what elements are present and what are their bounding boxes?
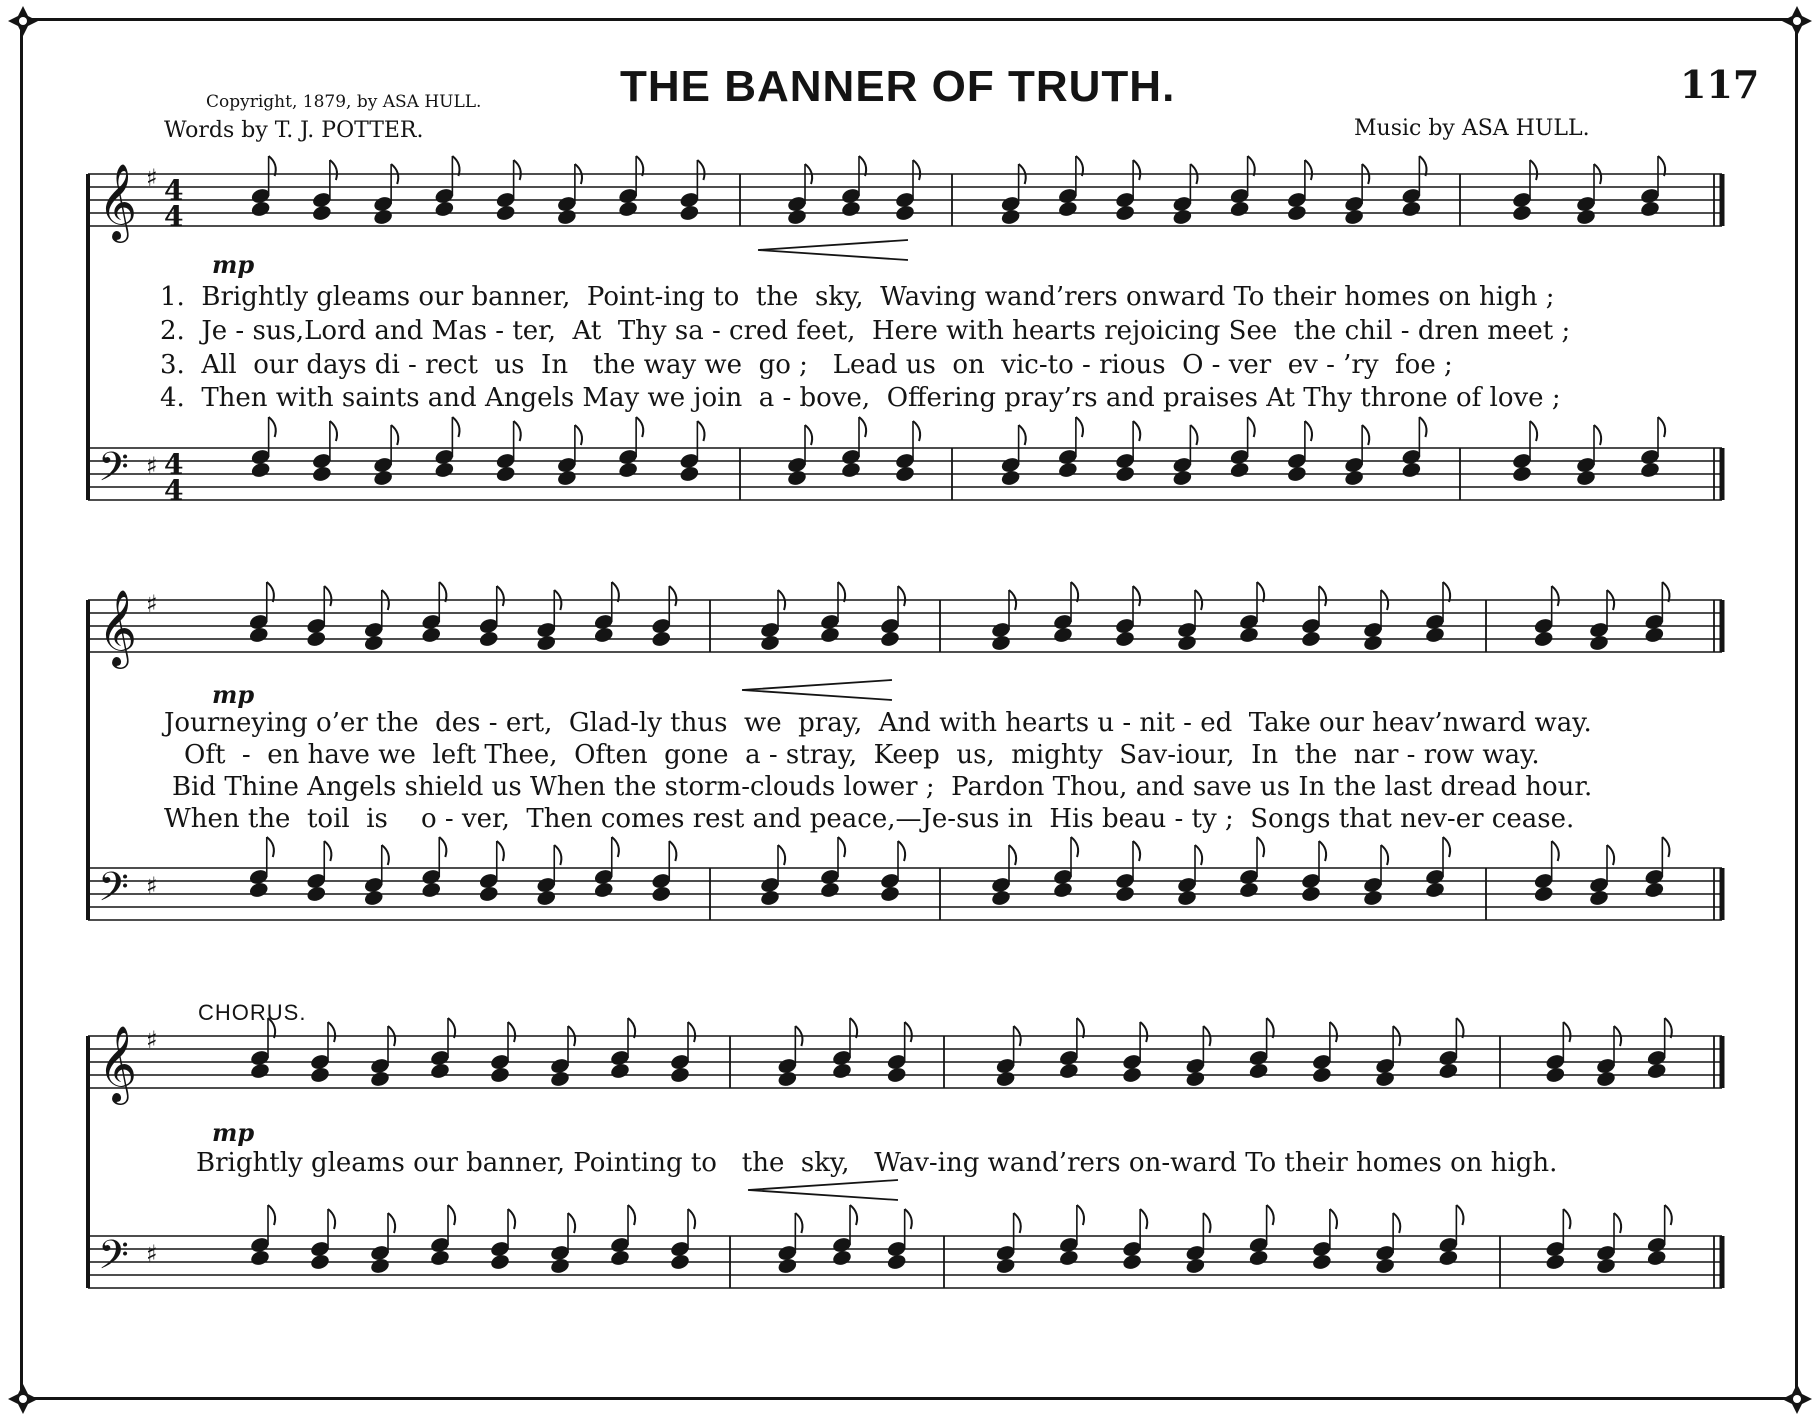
note-head — [819, 626, 840, 644]
note-flag — [1257, 582, 1264, 602]
note-flag — [1552, 586, 1559, 606]
note-head — [679, 204, 700, 222]
note-head — [372, 208, 393, 226]
note-head — [1575, 469, 1596, 487]
note-head — [1248, 1249, 1269, 1267]
note-flag — [612, 582, 619, 602]
note-flag — [330, 421, 337, 441]
note-head — [786, 469, 807, 487]
note-head — [1176, 889, 1197, 907]
note-head — [651, 885, 672, 903]
note-flag — [913, 160, 920, 180]
note-head — [434, 200, 455, 218]
note-head — [549, 1070, 570, 1088]
note-head — [1229, 461, 1250, 479]
dynamic-marking: mp — [212, 250, 255, 279]
note-flag — [1267, 1018, 1274, 1038]
note-head — [1286, 465, 1307, 483]
note-flag — [324, 841, 331, 861]
note-flag — [269, 156, 276, 176]
note-head — [249, 1062, 270, 1080]
note-flag — [1419, 156, 1426, 176]
note-head — [1646, 1249, 1667, 1267]
note-head — [1362, 889, 1383, 907]
note-flag — [1076, 156, 1083, 176]
note-head — [879, 885, 900, 903]
note-head — [759, 889, 780, 907]
note-flag — [669, 841, 676, 861]
sharp-icon: ♯ — [146, 164, 158, 192]
note-head — [1401, 461, 1422, 479]
note-head — [306, 630, 327, 648]
note-head — [363, 889, 384, 907]
note-flag — [1305, 421, 1312, 441]
note-head — [1114, 885, 1135, 903]
note-flag — [628, 1018, 635, 1038]
note-flag — [514, 160, 521, 180]
note-flag — [697, 421, 704, 441]
note-flag — [898, 586, 905, 606]
verse-line: Oft - en have we left Thee, Often gone a - stray, Keep us, mighty Sav-iour, In the nar - row way. — [184, 740, 1540, 770]
note-head — [421, 626, 442, 644]
note-flag — [452, 156, 459, 176]
note-flag — [514, 421, 521, 441]
note-flag — [1443, 582, 1450, 602]
time-signature: 4 — [164, 200, 184, 233]
note-head — [1172, 469, 1193, 487]
note-flag — [330, 160, 337, 180]
note-head — [819, 881, 840, 899]
music-credit: Music by ASA HULL. — [1354, 116, 1590, 141]
words-credit: Words by T. J. POTTER. — [164, 118, 424, 143]
note-head — [369, 1257, 390, 1275]
note-head — [429, 1062, 450, 1080]
note-flag — [1319, 841, 1326, 861]
note-flag — [1665, 1205, 1672, 1225]
note-flag — [628, 1205, 635, 1225]
note-flag — [439, 837, 446, 857]
time-signature: 4 — [164, 474, 184, 507]
note-head — [1311, 1066, 1332, 1084]
note-flag — [1305, 160, 1312, 180]
note-head — [1057, 200, 1078, 218]
note-flag — [1362, 425, 1369, 445]
note-head — [250, 200, 271, 218]
note-flag — [1077, 1018, 1084, 1038]
note-head — [831, 1062, 852, 1080]
note-head — [593, 626, 614, 644]
note-flag — [795, 1213, 802, 1233]
note-head — [894, 465, 915, 483]
note-flag — [439, 582, 446, 602]
note-head — [879, 630, 900, 648]
note-flag — [269, 417, 276, 437]
note-head — [1438, 1062, 1459, 1080]
note-flag — [1009, 845, 1016, 865]
note-head — [1114, 630, 1135, 648]
dynamic-marking: mp — [212, 1118, 255, 1147]
note-head — [478, 885, 499, 903]
note-head — [759, 634, 780, 652]
note-flag — [636, 417, 643, 437]
note-head — [1300, 630, 1321, 648]
note-flag — [568, 1213, 575, 1233]
note-flag — [1456, 1205, 1463, 1225]
note-flag — [1248, 417, 1255, 437]
note-head — [478, 630, 499, 648]
note-head — [248, 626, 269, 644]
note-head — [886, 1066, 907, 1084]
note-head — [489, 1066, 510, 1084]
bass-clef-icon: 𝄢 — [98, 444, 129, 500]
note-flag — [838, 837, 845, 857]
note-flag — [913, 421, 920, 441]
note-head — [556, 208, 577, 226]
note-flag — [697, 160, 704, 180]
note-head — [1438, 1249, 1459, 1267]
time-signature: 4 — [164, 174, 184, 207]
note-flag — [1662, 837, 1669, 857]
bass-clef-icon: 𝄢 — [98, 864, 129, 920]
note-flag — [324, 586, 331, 606]
note-flag — [1267, 1205, 1274, 1225]
verse-line: Bid Thine Angels shield us When the storm-clouds lower ; Pardon Thou, and save us In the last dread hour. — [172, 772, 1593, 802]
note-flag — [688, 1022, 695, 1042]
note-flag — [452, 417, 459, 437]
note-flag — [1665, 1018, 1672, 1038]
note-flag — [575, 425, 582, 445]
note-head — [990, 889, 1011, 907]
note-flag — [497, 586, 504, 606]
note-flag — [1563, 1022, 1570, 1042]
note-head — [1595, 1070, 1616, 1088]
note-flag — [905, 1209, 912, 1229]
sharp-icon: ♯ — [146, 1026, 158, 1054]
note-flag — [850, 1205, 857, 1225]
sharp-icon: ♯ — [146, 452, 158, 480]
note-head — [1286, 204, 1307, 222]
note-flag — [1662, 582, 1669, 602]
note-flag — [1330, 1209, 1337, 1229]
note-head — [1311, 1253, 1332, 1271]
note-flag — [1133, 421, 1140, 441]
note-head — [536, 634, 557, 652]
note-head — [1000, 208, 1021, 226]
verse-line: 1. Brightly gleams our banner, Point-ing to the sky, Waving wand’rers onward To their homes on high ; — [160, 282, 1555, 312]
note-head — [250, 461, 271, 479]
note-head — [990, 634, 1011, 652]
note-head — [840, 200, 861, 218]
note-head — [363, 634, 384, 652]
note-head — [1052, 881, 1073, 899]
note-head — [309, 1253, 330, 1271]
page-number: 117 — [1680, 62, 1760, 107]
note-head — [831, 1249, 852, 1267]
note-flag — [382, 845, 389, 865]
note-flag — [688, 1209, 695, 1229]
crescendo-hairpin — [758, 240, 908, 260]
note-head — [311, 204, 332, 222]
note-flag — [1076, 417, 1083, 437]
note-head — [1300, 885, 1321, 903]
note-head — [679, 465, 700, 483]
note-head — [1374, 1257, 1395, 1275]
note-flag — [267, 582, 274, 602]
note-head — [1533, 885, 1554, 903]
note-head — [1238, 626, 1259, 644]
note-flag — [268, 1205, 275, 1225]
note-head — [1511, 204, 1532, 222]
note-flag — [267, 837, 274, 857]
note-flag — [1133, 841, 1140, 861]
note-head — [556, 469, 577, 487]
crescendo-hairpin — [748, 1180, 898, 1200]
note-flag — [388, 1213, 395, 1233]
note-head — [840, 461, 861, 479]
note-flag — [1658, 417, 1665, 437]
note-flag — [859, 417, 866, 437]
note-flag — [508, 1209, 515, 1229]
note-flag — [391, 425, 398, 445]
note-head — [609, 1062, 630, 1080]
verse-line: 4. Then with saints and Angels May we join a - bove, Offering pray’rs and praises At Thy throne of love ; — [160, 383, 1561, 413]
chorus-lyric: Brightly gleams our banner, Pointing to the sky, Wav-ing wand’rers on-ward To their homes on high. — [196, 1148, 1558, 1178]
note-head — [669, 1066, 690, 1084]
note-head — [1343, 469, 1364, 487]
note-flag — [1443, 837, 1450, 857]
note-head — [495, 465, 516, 483]
note-flag — [1071, 837, 1078, 857]
note-head — [1172, 208, 1193, 226]
note-head — [1588, 889, 1609, 907]
note-head — [1424, 881, 1445, 899]
note-head — [1000, 469, 1021, 487]
note-flag — [1552, 841, 1559, 861]
note-head — [777, 1070, 798, 1088]
note-head — [372, 469, 393, 487]
note-flag — [1530, 160, 1537, 180]
note-head — [1545, 1253, 1566, 1271]
note-flag — [1195, 845, 1202, 865]
copyright-notice: Copyright, 1879, by ASA HULL. — [206, 92, 482, 112]
verse-line: 3. All our days di - rect us In the way we go ; Lead us on vic-to - rious O - ver ev - ’ry foe ; — [160, 350, 1453, 380]
note-head — [669, 1253, 690, 1271]
note-head — [1595, 1257, 1616, 1275]
note-flag — [1140, 1022, 1147, 1042]
note-head — [617, 461, 638, 479]
note-flag — [1019, 425, 1026, 445]
time-signature: 4 — [164, 448, 184, 481]
note-head — [306, 885, 327, 903]
note-head — [1401, 200, 1422, 218]
note-flag — [1140, 1209, 1147, 1229]
note-flag — [1203, 1213, 1210, 1233]
note-head — [1588, 634, 1609, 652]
note-flag — [905, 1022, 912, 1042]
note-head — [311, 465, 332, 483]
note-flag — [859, 156, 866, 176]
note-head — [1238, 881, 1259, 899]
note-head — [1545, 1066, 1566, 1084]
verse-line: 2. Je - sus,Lord and Mas - ter, At Thy sa - cred feet, Here with hearts rejoicing See the chil - dren meet ; — [160, 316, 1571, 346]
note-head — [1248, 1062, 1269, 1080]
note-head — [1646, 1062, 1667, 1080]
note-head — [1052, 626, 1073, 644]
note-head — [1121, 1066, 1142, 1084]
dynamic-marking: mp — [212, 680, 255, 709]
note-head — [1639, 461, 1660, 479]
note-flag — [1658, 156, 1665, 176]
note-flag — [1614, 1213, 1621, 1233]
note-head — [1575, 208, 1596, 226]
note-flag — [1563, 1209, 1570, 1229]
note-flag — [898, 841, 905, 861]
note-head — [1533, 630, 1554, 648]
note-head — [1176, 634, 1197, 652]
note-flag — [1133, 160, 1140, 180]
note-head — [1644, 881, 1665, 899]
note-head — [536, 889, 557, 907]
note-flag — [1607, 845, 1614, 865]
note-flag — [1393, 1213, 1400, 1233]
sharp-icon: ♯ — [146, 872, 158, 900]
note-flag — [508, 1022, 515, 1042]
note-flag — [1419, 417, 1426, 437]
note-flag — [328, 1022, 335, 1042]
note-flag — [778, 845, 785, 865]
note-head — [1121, 1253, 1142, 1271]
note-head — [1057, 461, 1078, 479]
note-head — [1114, 204, 1135, 222]
note-head — [495, 204, 516, 222]
note-head — [894, 204, 915, 222]
note-head — [309, 1066, 330, 1084]
note-head — [995, 1257, 1016, 1275]
note-flag — [1530, 421, 1537, 441]
note-head — [249, 1249, 270, 1267]
chorus-label: CHORUS. — [198, 1000, 307, 1025]
note-head — [1374, 1070, 1395, 1088]
note-head — [1424, 626, 1445, 644]
note-head — [369, 1070, 390, 1088]
note-flag — [612, 837, 619, 857]
note-head — [549, 1257, 570, 1275]
crescendo-hairpin — [742, 680, 892, 700]
sharp-icon: ♯ — [146, 590, 158, 618]
note-flag — [1456, 1018, 1463, 1038]
note-head — [1229, 200, 1250, 218]
note-flag — [448, 1018, 455, 1038]
treble-clef-icon: 𝄞 — [98, 1025, 138, 1102]
note-flag — [1594, 425, 1601, 445]
note-head — [248, 881, 269, 899]
note-flag — [838, 582, 845, 602]
note-flag — [669, 586, 676, 606]
note-flag — [1133, 586, 1140, 606]
note-head — [1362, 634, 1383, 652]
note-head — [1511, 465, 1532, 483]
note-flag — [636, 156, 643, 176]
note-head — [434, 461, 455, 479]
note-head — [651, 630, 672, 648]
note-head — [995, 1070, 1016, 1088]
sharp-icon: ♯ — [146, 1240, 158, 1268]
note-head — [1114, 465, 1135, 483]
note-head — [1058, 1249, 1079, 1267]
note-head — [593, 881, 614, 899]
note-flag — [497, 841, 504, 861]
note-head — [1343, 208, 1364, 226]
treble-clef-icon: 𝄞 — [98, 589, 138, 666]
note-flag — [1014, 1213, 1021, 1233]
note-head — [421, 881, 442, 899]
note-flag — [328, 1209, 335, 1229]
note-head — [1185, 1257, 1206, 1275]
note-flag — [1257, 837, 1264, 857]
note-head — [489, 1253, 510, 1271]
note-head — [1058, 1062, 1079, 1080]
verse-line: Journeying o’er the des - ert, Glad-ly thus we pray, And with hearts u - nit - ed Take our heav’nward way. — [164, 708, 1592, 738]
note-head — [886, 1253, 907, 1271]
note-flag — [1077, 1205, 1084, 1225]
treble-clef-icon: 𝄞 — [98, 163, 138, 240]
note-head — [777, 1257, 798, 1275]
verse-line: When the toil is o - ver, Then comes rest and peace,—Je-sus in His beau - ty ; Songs that nev-er cease. — [164, 804, 1575, 834]
note-head — [609, 1249, 630, 1267]
note-head — [1639, 200, 1660, 218]
note-flag — [448, 1205, 455, 1225]
note-head — [1644, 626, 1665, 644]
hymn-title: THE BANNER OF TRUTH. — [620, 62, 1176, 111]
note-head — [1185, 1070, 1206, 1088]
note-flag — [1381, 845, 1388, 865]
note-flag — [850, 1018, 857, 1038]
note-flag — [1190, 425, 1197, 445]
note-head — [429, 1249, 450, 1267]
note-head — [617, 200, 638, 218]
note-flag — [805, 425, 812, 445]
bass-clef-icon: 𝄢 — [98, 1232, 129, 1288]
note-head — [786, 208, 807, 226]
note-flag — [1248, 156, 1255, 176]
note-flag — [1071, 582, 1078, 602]
note-flag — [1330, 1022, 1337, 1042]
note-flag — [1319, 586, 1326, 606]
note-flag — [554, 845, 561, 865]
